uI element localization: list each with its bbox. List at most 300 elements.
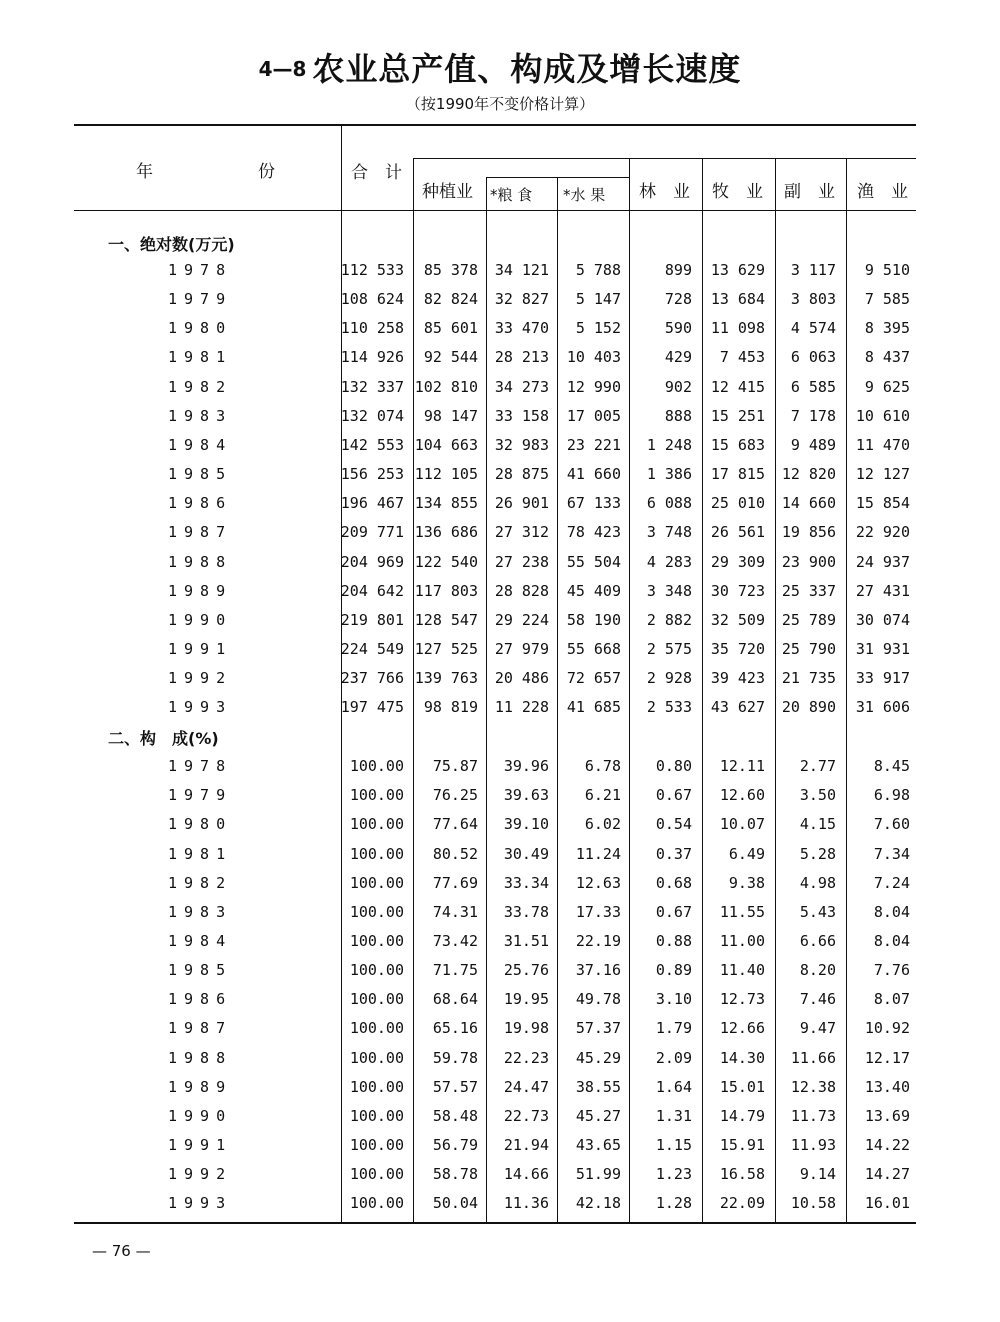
value-cell: 902 xyxy=(664,377,692,396)
value-cell: 1.64 xyxy=(655,1077,692,1096)
value-cell: 204 969 xyxy=(340,552,404,571)
value-cell: 3.50 xyxy=(799,786,836,805)
table-number: 4—8 xyxy=(258,57,307,81)
value-cell: 4 574 xyxy=(790,319,836,338)
value-cell: 128 547 xyxy=(414,610,478,629)
value-cell: 10.58 xyxy=(790,1194,836,1213)
value-cell: 11 470 xyxy=(855,435,910,454)
value-cell: 12.11 xyxy=(719,757,765,775)
value-cell: 1.23 xyxy=(655,1165,692,1184)
title-text: 农业总产值、构成及增长速度 xyxy=(312,50,742,88)
year-cell: 1991 xyxy=(168,640,233,658)
value-cell: 0.68 xyxy=(655,873,692,892)
value-cell: 12.66 xyxy=(719,1019,765,1038)
value-cell: 21 735 xyxy=(781,669,836,688)
value-cell: 9.38 xyxy=(728,873,765,892)
value-cell: 196 467 xyxy=(340,494,404,513)
value-cell: 1.79 xyxy=(655,1019,692,1038)
year-cell: 1983 xyxy=(168,406,233,425)
value-cell: 7 585 xyxy=(864,290,910,309)
value-cell: 25 789 xyxy=(781,610,836,629)
year-cell: 1988 xyxy=(168,552,233,571)
table-row xyxy=(0,611,1000,640)
value-cell: 74.31 xyxy=(432,902,478,921)
value-cell: 3 748 xyxy=(646,523,692,542)
value-cell: 12.73 xyxy=(719,990,765,1009)
year-cell: 1980 xyxy=(168,815,233,834)
value-cell: 33 917 xyxy=(855,669,910,688)
value-cell: 0.37 xyxy=(655,844,692,863)
value-cell: 132 337 xyxy=(340,377,404,396)
year-cell: 1983 xyxy=(168,902,233,921)
value-cell: 429 xyxy=(664,348,692,367)
value-cell: 65.16 xyxy=(432,1019,478,1038)
year-cell: 1981 xyxy=(168,348,233,367)
value-cell: 122 540 xyxy=(414,552,478,571)
value-cell: 0.89 xyxy=(655,961,692,979)
value-cell: 0.67 xyxy=(655,786,692,805)
table-row xyxy=(0,874,1000,903)
value-cell: 35 720 xyxy=(710,640,765,658)
value-cell: 14.79 xyxy=(719,1106,765,1125)
value-cell: 888 xyxy=(664,406,692,425)
table-row xyxy=(0,553,1000,582)
value-cell: 204 642 xyxy=(340,581,404,600)
value-cell: 0.54 xyxy=(655,815,692,834)
value-cell: 19.95 xyxy=(503,990,549,1009)
value-cell: 34 121 xyxy=(494,261,549,279)
value-cell: 77.64 xyxy=(432,815,478,834)
value-cell: 73.42 xyxy=(432,931,478,950)
header-fruit: *水 果 xyxy=(563,186,606,204)
value-cell: 58.78 xyxy=(432,1165,478,1184)
value-cell: 98 819 xyxy=(423,698,478,717)
value-cell: 3 803 xyxy=(790,290,836,309)
value-cell: 16.58 xyxy=(719,1165,765,1184)
value-cell: 85 601 xyxy=(423,319,478,338)
value-cell: 30.49 xyxy=(503,844,549,863)
value-cell: 33.78 xyxy=(503,902,549,921)
table-row xyxy=(0,961,1000,990)
value-cell: 25 010 xyxy=(710,494,765,513)
value-cell: 7.60 xyxy=(873,815,910,834)
value-cell: 8.07 xyxy=(873,990,910,1009)
value-cell: 1 248 xyxy=(646,435,692,454)
table-row xyxy=(0,523,1000,552)
year-cell: 1984 xyxy=(168,435,233,454)
value-cell: 7.24 xyxy=(873,873,910,892)
value-cell: 27 312 xyxy=(494,523,549,542)
table-row xyxy=(0,261,1000,290)
value-cell: 219 801 xyxy=(340,610,404,629)
value-cell: 6.02 xyxy=(584,815,621,834)
table-row xyxy=(0,786,1000,815)
value-cell: 6.98 xyxy=(873,786,910,805)
value-cell: 39.96 xyxy=(503,757,549,775)
value-cell: 17 815 xyxy=(710,465,765,483)
year-cell: 1982 xyxy=(168,377,233,396)
value-cell: 39 423 xyxy=(710,669,765,688)
value-cell: 45.29 xyxy=(575,1048,621,1067)
value-cell: 26 901 xyxy=(494,494,549,513)
year-cell: 1981 xyxy=(168,844,233,863)
value-cell: 5 152 xyxy=(575,319,621,338)
year-cell: 1992 xyxy=(168,669,233,688)
value-cell: 12.38 xyxy=(790,1077,836,1096)
value-cell: 2.77 xyxy=(799,757,836,775)
value-cell: 12.60 xyxy=(719,786,765,805)
table-row xyxy=(0,1107,1000,1136)
value-cell: 3.10 xyxy=(655,990,692,1009)
value-cell: 8.04 xyxy=(873,902,910,921)
value-cell: 7.46 xyxy=(799,990,836,1009)
year-cell: 1978 xyxy=(168,757,233,775)
value-cell: 27 238 xyxy=(494,552,549,571)
value-cell: 39.63 xyxy=(503,786,549,805)
value-cell: 51.99 xyxy=(575,1165,621,1184)
value-cell: 132 074 xyxy=(340,406,404,425)
value-cell: 136 686 xyxy=(414,523,478,542)
value-cell: 17.33 xyxy=(575,902,621,921)
table-row xyxy=(0,815,1000,844)
value-cell: 25 337 xyxy=(781,581,836,600)
value-cell: 25.76 xyxy=(503,961,549,979)
value-cell: 57.37 xyxy=(575,1019,621,1038)
value-cell: 25 790 xyxy=(781,640,836,658)
table-row xyxy=(0,903,1000,932)
value-cell: 4.98 xyxy=(799,873,836,892)
year-cell: 1990 xyxy=(168,1106,233,1125)
value-cell: 78 423 xyxy=(566,523,621,542)
value-cell: 34 273 xyxy=(494,377,549,396)
value-cell: 100.00 xyxy=(349,757,404,775)
value-cell: 139 763 xyxy=(414,669,478,688)
value-cell: 27 431 xyxy=(855,581,910,600)
value-cell: 76.25 xyxy=(432,786,478,805)
value-cell: 899 xyxy=(664,261,692,279)
value-cell: 10 403 xyxy=(566,348,621,367)
header-bottom-rule xyxy=(74,210,916,211)
value-cell: 9.14 xyxy=(799,1165,836,1184)
value-cell: 19.98 xyxy=(503,1019,549,1038)
value-cell: 32 983 xyxy=(494,435,549,454)
year-cell: 1985 xyxy=(168,961,233,979)
table-row xyxy=(0,845,1000,874)
value-cell: 22.19 xyxy=(575,931,621,950)
section-label-absolute: 一、绝对数(万元) xyxy=(108,235,235,254)
value-cell: 58.48 xyxy=(432,1106,478,1125)
value-cell: 22 920 xyxy=(855,523,910,542)
value-cell: 27 979 xyxy=(494,640,549,658)
table-row xyxy=(0,1019,1000,1048)
value-cell: 85 378 xyxy=(423,261,478,279)
header-sideline: 副 业 xyxy=(784,182,835,202)
value-cell: 5.43 xyxy=(799,902,836,921)
value-cell: 55 668 xyxy=(566,640,621,658)
table-row xyxy=(0,319,1000,348)
value-cell: 82 824 xyxy=(423,290,478,309)
value-cell: 28 213 xyxy=(494,348,549,367)
value-cell: 28 875 xyxy=(494,465,549,483)
value-cell: 11.36 xyxy=(503,1194,549,1213)
value-cell: 11.55 xyxy=(719,902,765,921)
value-cell: 9 489 xyxy=(790,435,836,454)
header-total: 合 计 xyxy=(351,163,402,183)
value-cell: 12 127 xyxy=(855,465,910,483)
year-cell: 1989 xyxy=(168,1077,233,1096)
table-top-rule xyxy=(74,124,916,126)
value-cell: 15.91 xyxy=(719,1136,765,1154)
value-cell: 19 856 xyxy=(781,523,836,542)
value-cell: 1.15 xyxy=(655,1136,692,1154)
page-number: — 76 — xyxy=(92,1242,151,1260)
year-cell: 1989 xyxy=(168,581,233,600)
value-cell: 10.92 xyxy=(864,1019,910,1038)
value-cell: 7 178 xyxy=(790,406,836,425)
value-cell: 8 395 xyxy=(864,319,910,338)
year-cell: 1993 xyxy=(168,1194,233,1213)
table-row xyxy=(0,582,1000,611)
value-cell: 156 253 xyxy=(340,465,404,483)
value-cell: 58 190 xyxy=(566,610,621,629)
value-cell: 45 409 xyxy=(566,581,621,600)
value-cell: 2 533 xyxy=(646,698,692,717)
value-cell: 42.18 xyxy=(575,1194,621,1213)
value-cell: 45.27 xyxy=(575,1106,621,1125)
table-row xyxy=(0,348,1000,377)
value-cell: 6.66 xyxy=(799,931,836,950)
value-cell: 26 561 xyxy=(710,523,765,542)
value-cell: 100.00 xyxy=(349,1048,404,1067)
year-cell: 1991 xyxy=(168,1136,233,1154)
value-cell: 100.00 xyxy=(349,844,404,863)
value-cell: 11.93 xyxy=(790,1136,836,1154)
value-cell: 108 624 xyxy=(340,290,404,309)
value-cell: 127 525 xyxy=(414,640,478,658)
value-cell: 2 882 xyxy=(646,610,692,629)
value-cell: 100.00 xyxy=(349,1194,404,1213)
year-cell: 1979 xyxy=(168,786,233,805)
value-cell: 6.21 xyxy=(584,786,621,805)
value-cell: 7.76 xyxy=(873,961,910,979)
header-sub-rule xyxy=(413,158,916,159)
value-cell: 57.57 xyxy=(432,1077,478,1096)
year-cell: 1984 xyxy=(168,931,233,950)
value-cell: 59.78 xyxy=(432,1048,478,1067)
year-cell: 1978 xyxy=(168,261,233,279)
value-cell: 6 585 xyxy=(790,377,836,396)
value-cell: 102 810 xyxy=(414,377,478,396)
value-cell: 11 228 xyxy=(494,698,549,717)
value-cell: 8.20 xyxy=(799,961,836,979)
value-cell: 11.40 xyxy=(719,961,765,979)
value-cell: 22.09 xyxy=(719,1194,765,1213)
value-cell: 8 437 xyxy=(864,348,910,367)
value-cell: 100.00 xyxy=(349,1165,404,1184)
value-cell: 41 660 xyxy=(566,465,621,483)
value-cell: 112 105 xyxy=(414,465,478,483)
value-cell: 1.28 xyxy=(655,1194,692,1213)
value-cell: 12 820 xyxy=(781,465,836,483)
value-cell: 49.78 xyxy=(575,990,621,1009)
year-cell: 1985 xyxy=(168,465,233,483)
value-cell: 10 610 xyxy=(855,406,910,425)
value-cell: 590 xyxy=(664,319,692,338)
value-cell: 22.73 xyxy=(503,1106,549,1125)
value-cell: 14.27 xyxy=(864,1165,910,1184)
value-cell: 67 133 xyxy=(566,494,621,513)
table-row xyxy=(0,494,1000,523)
value-cell: 15 683 xyxy=(710,435,765,454)
value-cell: 32 509 xyxy=(710,610,765,629)
value-cell: 22.23 xyxy=(503,1048,549,1067)
table-row xyxy=(0,1194,1000,1223)
value-cell: 1 386 xyxy=(646,465,692,483)
value-cell: 100.00 xyxy=(349,1077,404,1096)
header-grain: *粮 食 xyxy=(490,186,533,204)
year-cell: 1988 xyxy=(168,1048,233,1067)
value-cell: 21.94 xyxy=(503,1136,549,1154)
value-cell: 100.00 xyxy=(349,1019,404,1038)
value-cell: 6.49 xyxy=(728,844,765,863)
header-livestock: 牧 业 xyxy=(712,182,763,202)
table-row xyxy=(0,990,1000,1019)
year-cell: 1990 xyxy=(168,610,233,629)
value-cell: 17 005 xyxy=(566,406,621,425)
value-cell: 12 990 xyxy=(566,377,621,396)
value-cell: 13 684 xyxy=(710,290,765,309)
value-cell: 33 470 xyxy=(494,319,549,338)
value-cell: 3 117 xyxy=(790,261,836,279)
subtitle: （按1990年不变价格计算） xyxy=(405,95,595,113)
value-cell: 104 663 xyxy=(414,435,478,454)
year-cell: 1987 xyxy=(168,1019,233,1038)
value-cell: 4.15 xyxy=(799,815,836,834)
value-cell: 24.47 xyxy=(503,1077,549,1096)
header-forestry: 林 业 xyxy=(639,182,690,202)
value-cell: 224 549 xyxy=(340,640,404,658)
value-cell: 9.47 xyxy=(799,1019,836,1038)
value-cell: 32 827 xyxy=(494,290,549,309)
value-cell: 3 348 xyxy=(646,581,692,600)
value-cell: 0.67 xyxy=(655,902,692,921)
value-cell: 13.69 xyxy=(864,1106,910,1125)
table-row xyxy=(0,669,1000,698)
year-cell: 1980 xyxy=(168,319,233,338)
value-cell: 11.00 xyxy=(719,931,765,950)
header-fishery: 渔 业 xyxy=(857,182,908,202)
value-cell: 12.17 xyxy=(864,1048,910,1067)
value-cell: 33 158 xyxy=(494,406,549,425)
value-cell: 12 415 xyxy=(710,377,765,396)
value-cell: 9 510 xyxy=(864,261,910,279)
table-row xyxy=(0,407,1000,436)
value-cell: 14.30 xyxy=(719,1048,765,1067)
value-cell: 209 771 xyxy=(340,523,404,542)
year-cell: 1986 xyxy=(168,990,233,1009)
year-cell: 1979 xyxy=(168,290,233,309)
table-row xyxy=(0,1049,1000,1078)
value-cell: 112 533 xyxy=(340,261,404,279)
value-cell: 38.55 xyxy=(575,1077,621,1096)
value-cell: 4 283 xyxy=(646,552,692,571)
header-year-b: 份 xyxy=(258,162,275,182)
value-cell: 100.00 xyxy=(349,961,404,979)
value-cell: 14.22 xyxy=(864,1136,910,1154)
value-cell: 72 657 xyxy=(566,669,621,688)
value-cell: 134 855 xyxy=(414,494,478,513)
value-cell: 8.45 xyxy=(873,757,910,775)
value-cell: 98 147 xyxy=(423,406,478,425)
value-cell: 2 928 xyxy=(646,669,692,688)
value-cell: 28 828 xyxy=(494,581,549,600)
value-cell: 68.64 xyxy=(432,990,478,1009)
value-cell: 15 251 xyxy=(710,406,765,425)
value-cell: 114 926 xyxy=(340,348,404,367)
value-cell: 728 xyxy=(664,290,692,309)
value-cell: 10.07 xyxy=(719,815,765,834)
value-cell: 41 685 xyxy=(566,698,621,717)
value-cell: 77.69 xyxy=(432,873,478,892)
year-cell: 1993 xyxy=(168,698,233,717)
value-cell: 197 475 xyxy=(340,698,404,717)
value-cell: 11.73 xyxy=(790,1106,836,1125)
value-cell: 117 803 xyxy=(414,581,478,600)
value-cell: 30 723 xyxy=(710,581,765,600)
value-cell: 50.04 xyxy=(432,1194,478,1213)
table-row xyxy=(0,757,1000,786)
value-cell: 16.01 xyxy=(864,1194,910,1213)
value-cell: 5.28 xyxy=(799,844,836,863)
value-cell: 31.51 xyxy=(503,931,549,950)
value-cell: 13.40 xyxy=(864,1077,910,1096)
table-row xyxy=(0,1165,1000,1194)
year-cell: 1992 xyxy=(168,1165,233,1184)
value-cell: 100.00 xyxy=(349,786,404,805)
value-cell: 7 453 xyxy=(719,348,765,367)
table-row xyxy=(0,290,1000,319)
header-crop: 种植业 xyxy=(422,182,473,202)
header-year-a: 年 xyxy=(136,162,153,182)
value-cell: 30 074 xyxy=(855,610,910,629)
value-cell: 23 900 xyxy=(781,552,836,571)
value-cell: 31 606 xyxy=(855,698,910,717)
value-cell: 142 553 xyxy=(340,435,404,454)
value-cell: 6.78 xyxy=(584,757,621,775)
value-cell: 0.88 xyxy=(655,931,692,950)
value-cell: 9 625 xyxy=(864,377,910,396)
value-cell: 71.75 xyxy=(432,961,478,979)
value-cell: 100.00 xyxy=(349,1136,404,1154)
value-cell: 24 937 xyxy=(855,552,910,571)
value-cell: 12.63 xyxy=(575,873,621,892)
value-cell: 2 575 xyxy=(646,640,692,658)
value-cell: 75.87 xyxy=(432,757,478,775)
value-cell: 5 147 xyxy=(575,290,621,309)
value-cell: 55 504 xyxy=(566,552,621,571)
value-cell: 0.80 xyxy=(655,757,692,775)
table-row xyxy=(0,640,1000,669)
value-cell: 6 088 xyxy=(646,494,692,513)
table-row xyxy=(0,698,1000,727)
value-cell: 43 627 xyxy=(710,698,765,717)
value-cell: 20 890 xyxy=(781,698,836,717)
value-cell: 39.10 xyxy=(503,815,549,834)
year-cell: 1986 xyxy=(168,494,233,513)
value-cell: 29 224 xyxy=(494,610,549,629)
value-cell: 29 309 xyxy=(710,552,765,571)
value-cell: 11.24 xyxy=(575,844,621,863)
